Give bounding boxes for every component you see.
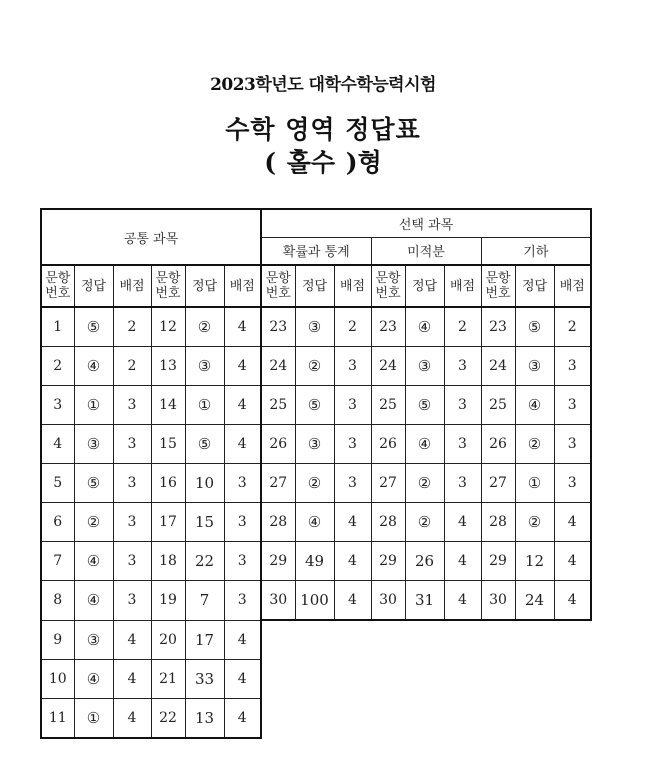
empty-cell xyxy=(444,620,481,659)
calc-answer-cell: ④ xyxy=(405,307,444,347)
prob-stats-col-qnum-header: 문항 번호 xyxy=(261,265,295,307)
answer-cell: ⑤ xyxy=(74,464,113,503)
geom-answer-cell: ④ xyxy=(515,386,554,425)
empty-cell xyxy=(295,620,334,659)
question-number-cell: 5 xyxy=(41,464,74,503)
calc-question-number-cell: 27 xyxy=(371,464,405,503)
question-number-cell: 1 xyxy=(41,307,74,347)
points-cell: 3 xyxy=(224,503,261,542)
common-left-col-answer-header: 정답 xyxy=(74,265,113,307)
empty-cell xyxy=(334,698,371,738)
question-number-cell: 6 xyxy=(41,503,74,542)
question-number-cell: 21 xyxy=(151,659,185,698)
question-number-cell: 7 xyxy=(41,542,74,581)
question-number-cell: 2 xyxy=(41,347,74,386)
geom-points-cell: 4 xyxy=(554,581,591,621)
empty-cell xyxy=(515,620,554,659)
prob-answer-cell: 49 xyxy=(295,542,334,581)
answer-cell: ② xyxy=(185,307,224,347)
table-row xyxy=(41,425,591,464)
prob-stats-col-answer-header: 정답 xyxy=(295,265,334,307)
prob-points-cell: 3 xyxy=(334,386,371,425)
answer-cell: 7 xyxy=(185,581,224,621)
geom-question-number-cell: 24 xyxy=(481,347,515,386)
answer-cell: 17 xyxy=(185,620,224,659)
answer-cell: 15 xyxy=(185,503,224,542)
empty-cell xyxy=(261,620,295,659)
question-number-cell: 17 xyxy=(151,503,185,542)
question-number-cell: 11 xyxy=(41,698,74,738)
answer-cell: ① xyxy=(185,386,224,425)
points-cell: 4 xyxy=(224,698,261,738)
geom-answer-cell: 12 xyxy=(515,542,554,581)
prob-answer-cell: ② xyxy=(295,347,334,386)
geom-question-number-cell: 30 xyxy=(481,581,515,621)
question-number-cell: 22 xyxy=(151,698,185,738)
points-cell: 4 xyxy=(224,386,261,425)
calc-points-cell: 4 xyxy=(444,581,481,621)
geom-question-number-cell: 29 xyxy=(481,542,515,581)
geom-answer-cell: ① xyxy=(515,464,554,503)
geom-question-number-cell: 25 xyxy=(481,386,515,425)
elective-calculus-header: 미적분 xyxy=(371,237,481,265)
table-row xyxy=(41,620,591,659)
prob-answer-cell: ② xyxy=(295,464,334,503)
question-number-cell: 3 xyxy=(41,386,74,425)
calc-question-number-cell: 25 xyxy=(371,386,405,425)
prob-question-number-cell: 28 xyxy=(261,503,295,542)
empty-cell xyxy=(481,620,515,659)
empty-cell xyxy=(334,659,371,698)
points-cell: 3 xyxy=(113,425,151,464)
table-row xyxy=(41,503,591,542)
prob-answer-cell: ⑤ xyxy=(295,386,334,425)
empty-cell xyxy=(444,659,481,698)
prob-question-number-cell: 27 xyxy=(261,464,295,503)
table-row xyxy=(41,347,591,386)
empty-cell xyxy=(295,698,334,738)
question-number-cell: 15 xyxy=(151,425,185,464)
exam-title: 2023학년도 대학수학능력시험 xyxy=(210,75,436,95)
common-right-col-points-header: 배점 xyxy=(224,265,261,307)
geom-answer-cell: ② xyxy=(515,503,554,542)
calc-points-cell: 3 xyxy=(444,386,481,425)
calculus-col-answer-header: 정답 xyxy=(405,265,444,307)
table-row xyxy=(41,307,591,347)
question-number-cell: 16 xyxy=(151,464,185,503)
calc-question-number-cell: 29 xyxy=(371,542,405,581)
prob-points-cell: 4 xyxy=(334,503,371,542)
prob-points-cell: 4 xyxy=(334,542,371,581)
table-row xyxy=(41,386,591,425)
prob-answer-cell: ③ xyxy=(295,307,334,347)
geometry-col-answer-header: 정답 xyxy=(515,265,554,307)
question-number-cell: 14 xyxy=(151,386,185,425)
empty-cell xyxy=(371,620,405,659)
points-cell: 4 xyxy=(224,425,261,464)
geom-question-number-cell: 26 xyxy=(481,425,515,464)
geom-points-cell: 3 xyxy=(554,464,591,503)
prob-stats-col-points-header: 배점 xyxy=(334,265,371,307)
question-number-cell: 13 xyxy=(151,347,185,386)
answer-cell: 13 xyxy=(185,698,224,738)
calc-points-cell: 3 xyxy=(444,347,481,386)
calc-points-cell: 4 xyxy=(444,503,481,542)
geom-points-cell: 2 xyxy=(554,307,591,347)
empty-cell xyxy=(371,698,405,738)
prob-question-number-cell: 29 xyxy=(261,542,295,581)
empty-cell xyxy=(554,620,591,659)
empty-cell xyxy=(261,659,295,698)
calc-question-number-cell: 26 xyxy=(371,425,405,464)
question-number-cell: 10 xyxy=(41,659,74,698)
prob-question-number-cell: 24 xyxy=(261,347,295,386)
answer-cell: ④ xyxy=(74,581,113,621)
points-cell: 4 xyxy=(113,620,151,659)
geom-answer-cell: ② xyxy=(515,425,554,464)
geom-answer-cell: ③ xyxy=(515,347,554,386)
points-cell: 3 xyxy=(113,464,151,503)
points-cell: 4 xyxy=(224,347,261,386)
calculus-col-points-header: 배점 xyxy=(444,265,481,307)
question-number-cell: 8 xyxy=(41,581,74,621)
question-number-cell: 19 xyxy=(151,581,185,621)
answer-cell: 10 xyxy=(185,464,224,503)
prob-question-number-cell: 23 xyxy=(261,307,295,347)
empty-cell xyxy=(444,698,481,738)
points-cell: 4 xyxy=(224,620,261,659)
geom-question-number-cell: 28 xyxy=(481,503,515,542)
answer-cell: ① xyxy=(74,698,113,738)
table-row xyxy=(41,464,591,503)
calc-answer-cell: ② xyxy=(405,464,444,503)
geom-question-number-cell: 27 xyxy=(481,464,515,503)
calc-points-cell: 2 xyxy=(444,307,481,347)
answer-cell: ④ xyxy=(74,347,113,386)
common-right-col-answer-header: 정답 xyxy=(185,265,224,307)
question-number-cell: 18 xyxy=(151,542,185,581)
answer-cell: ⑤ xyxy=(185,425,224,464)
empty-cell xyxy=(554,698,591,738)
question-number-cell: 12 xyxy=(151,307,185,347)
prob-points-cell: 2 xyxy=(334,307,371,347)
points-cell: 3 xyxy=(224,581,261,621)
calc-answer-cell: 31 xyxy=(405,581,444,621)
elective-geometry-header: 기하 xyxy=(481,237,591,265)
calc-answer-cell: ⑤ xyxy=(405,386,444,425)
geom-points-cell: 3 xyxy=(554,347,591,386)
points-cell: 3 xyxy=(113,581,151,621)
points-cell: 3 xyxy=(224,542,261,581)
elective-subject-header: 선택 과목 xyxy=(261,209,591,237)
points-cell: 3 xyxy=(224,464,261,503)
calc-points-cell: 3 xyxy=(444,425,481,464)
empty-cell xyxy=(261,698,295,738)
empty-cell xyxy=(334,620,371,659)
answer-cell: ③ xyxy=(185,347,224,386)
calc-answer-cell: ② xyxy=(405,503,444,542)
prob-question-number-cell: 30 xyxy=(261,581,295,621)
common-subject-header: 공통 과목 xyxy=(41,209,261,265)
points-cell: 3 xyxy=(113,386,151,425)
page-title: 수학 영역 정답표 xyxy=(225,115,421,144)
calc-points-cell: 3 xyxy=(444,464,481,503)
empty-cell xyxy=(405,620,444,659)
prob-answer-cell: ③ xyxy=(295,425,334,464)
geom-points-cell: 3 xyxy=(554,425,591,464)
common-right-col-qnum-header: 문항 번호 xyxy=(151,265,185,307)
geom-points-cell: 3 xyxy=(554,386,591,425)
empty-cell xyxy=(405,659,444,698)
empty-cell xyxy=(481,659,515,698)
exam-type-title: ( 홀수 )형 xyxy=(264,148,382,177)
prob-answer-cell: 100 xyxy=(295,581,334,621)
prob-points-cell: 3 xyxy=(334,347,371,386)
points-cell: 3 xyxy=(113,542,151,581)
geom-question-number-cell: 23 xyxy=(481,307,515,347)
points-cell: 2 xyxy=(113,347,151,386)
prob-question-number-cell: 25 xyxy=(261,386,295,425)
answer-cell: 22 xyxy=(185,542,224,581)
table-row xyxy=(41,698,591,738)
geometry-col-points-header: 배점 xyxy=(554,265,591,307)
answer-cell: ④ xyxy=(74,659,113,698)
points-cell: 3 xyxy=(113,503,151,542)
calc-answer-cell: 26 xyxy=(405,542,444,581)
empty-cell xyxy=(515,659,554,698)
empty-cell xyxy=(405,698,444,738)
answer-cell: 33 xyxy=(185,659,224,698)
points-cell: 4 xyxy=(224,659,261,698)
common-left-col-points-header: 배점 xyxy=(113,265,151,307)
empty-cell xyxy=(481,698,515,738)
answer-cell: ⑤ xyxy=(74,307,113,347)
table-row xyxy=(41,659,591,698)
answer-cell: ③ xyxy=(74,425,113,464)
calc-question-number-cell: 23 xyxy=(371,307,405,347)
calc-question-number-cell: 24 xyxy=(371,347,405,386)
points-cell: 4 xyxy=(113,659,151,698)
calc-question-number-cell: 30 xyxy=(371,581,405,621)
empty-cell xyxy=(515,698,554,738)
geom-answer-cell: ⑤ xyxy=(515,307,554,347)
question-number-cell: 20 xyxy=(151,620,185,659)
points-cell: 4 xyxy=(224,307,261,347)
points-cell: 4 xyxy=(113,698,151,738)
answer-cell: ③ xyxy=(74,620,113,659)
geom-answer-cell: 24 xyxy=(515,581,554,621)
answer-cell: ④ xyxy=(74,542,113,581)
common-left-col-qnum-header: 문항 번호 xyxy=(41,265,74,307)
empty-cell xyxy=(554,659,591,698)
calc-answer-cell: ③ xyxy=(405,347,444,386)
geom-points-cell: 4 xyxy=(554,542,591,581)
prob-answer-cell: ④ xyxy=(295,503,334,542)
prob-points-cell: 3 xyxy=(334,425,371,464)
points-cell: 2 xyxy=(113,307,151,347)
table-row xyxy=(41,581,591,621)
answer-key-table xyxy=(40,208,592,739)
calculus-col-qnum-header: 문항 번호 xyxy=(371,265,405,307)
empty-cell xyxy=(295,659,334,698)
question-number-cell: 4 xyxy=(41,425,74,464)
geom-points-cell: 4 xyxy=(554,503,591,542)
elective-prob-stats-header: 확률과 통계 xyxy=(261,237,371,265)
question-number-cell: 9 xyxy=(41,620,74,659)
answer-cell: ② xyxy=(74,503,113,542)
table-row xyxy=(41,542,591,581)
calc-answer-cell: ④ xyxy=(405,425,444,464)
calc-points-cell: 4 xyxy=(444,542,481,581)
prob-points-cell: 4 xyxy=(334,581,371,621)
geometry-col-qnum-header: 문항 번호 xyxy=(481,265,515,307)
calc-question-number-cell: 28 xyxy=(371,503,405,542)
prob-question-number-cell: 26 xyxy=(261,425,295,464)
prob-points-cell: 3 xyxy=(334,464,371,503)
empty-cell xyxy=(371,659,405,698)
answer-cell: ① xyxy=(74,386,113,425)
